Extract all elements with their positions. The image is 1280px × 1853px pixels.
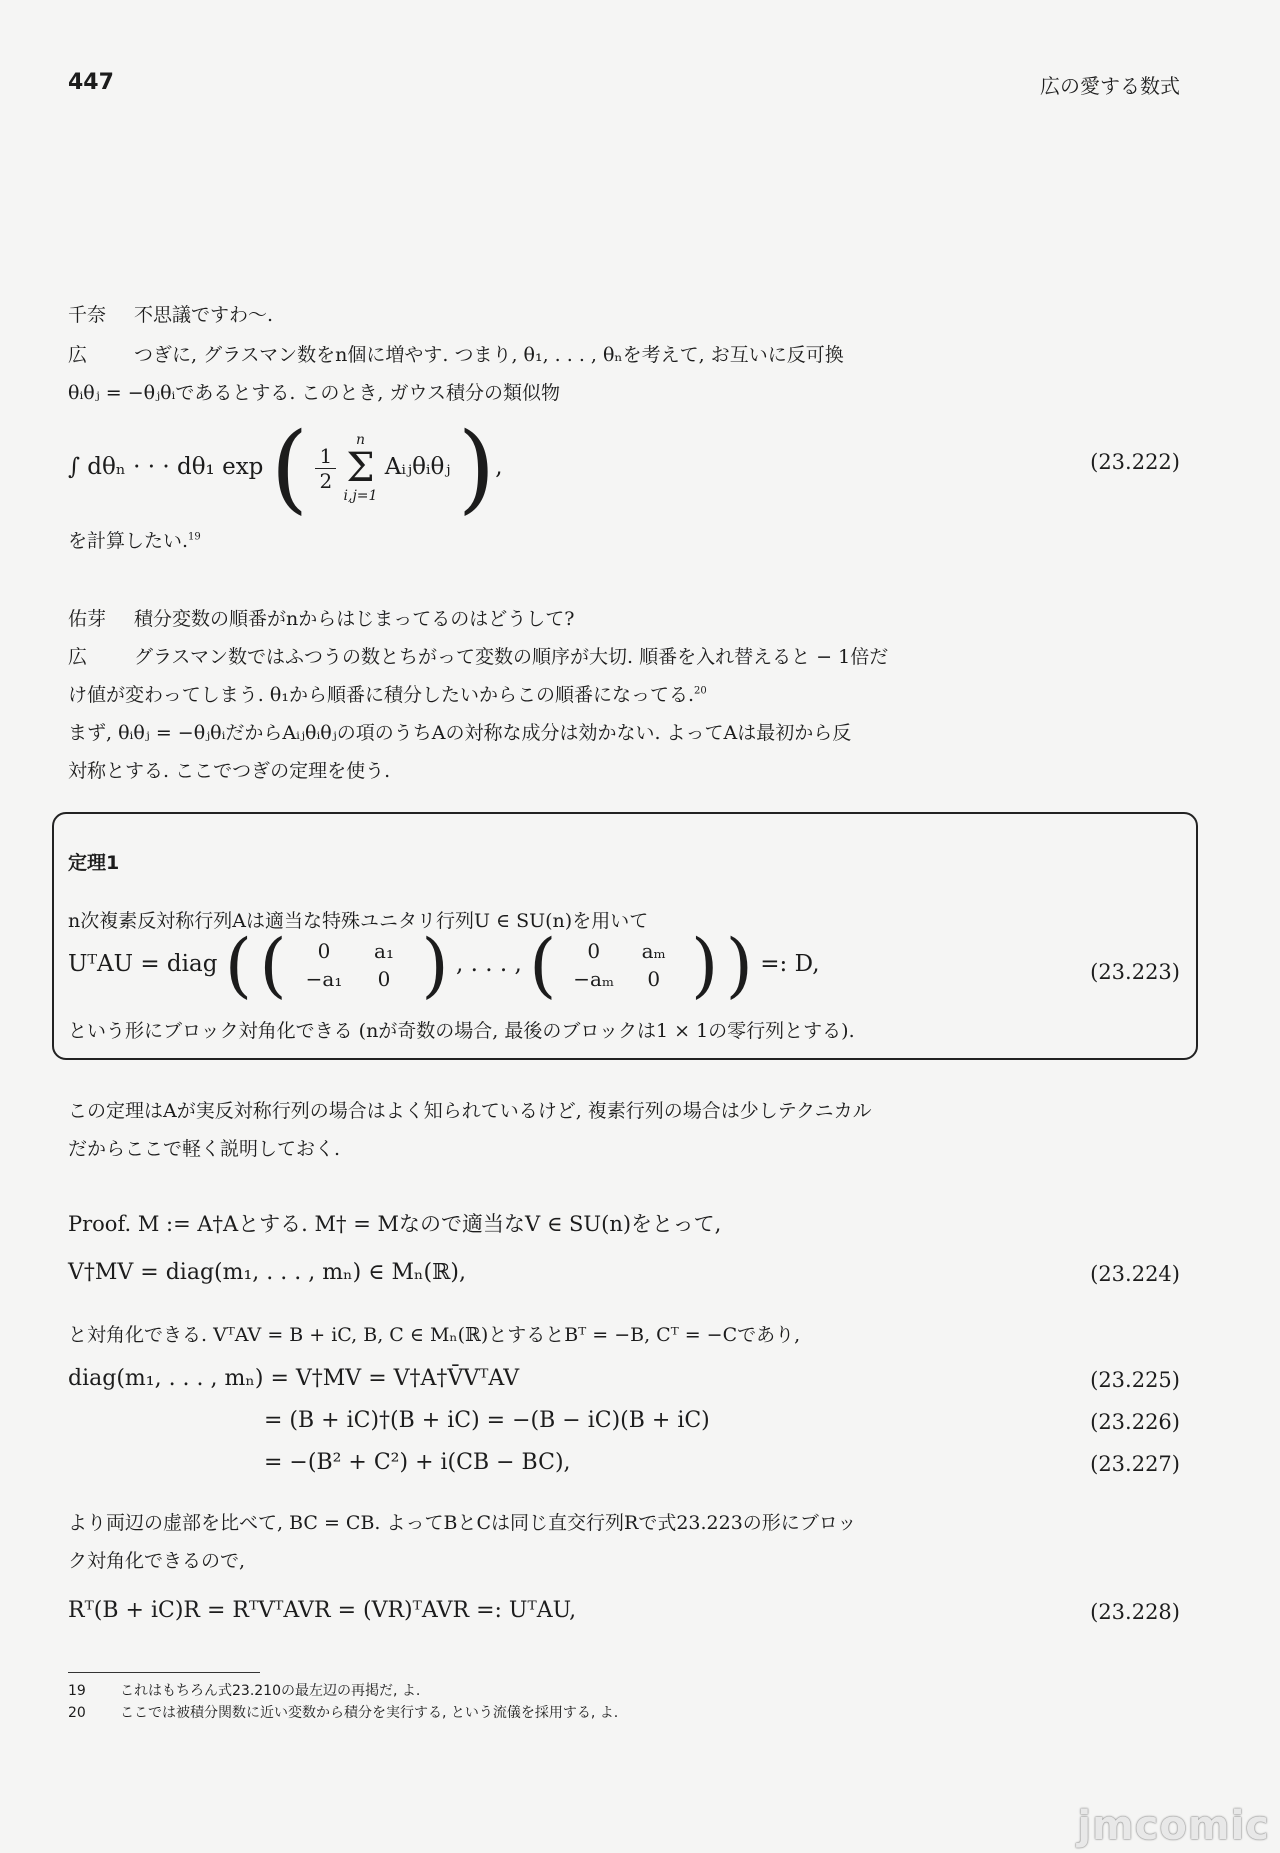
matrix-left-paren: ( <box>259 924 287 1006</box>
matrix-cell: 0 <box>377 967 391 991</box>
outer-left-paren: ( <box>224 924 253 1006</box>
paragraph-text: を計算したい. <box>68 530 189 552</box>
equation-number: (23.226) <box>1090 1410 1180 1434</box>
footnote-number: 19 <box>68 1683 86 1699</box>
eq-rhs: =: D, <box>760 951 820 977</box>
footnote-number: 20 <box>68 1705 86 1721</box>
equation-number: (23.228) <box>1090 1600 1180 1624</box>
paragraph-line: ク対角化できるので, <box>68 1550 246 1572</box>
paragraph-line: この定理はAが実反対称行列の場合はよく知られているけど, 複素行列の場合は少しテクニカル <box>68 1100 872 1122</box>
eq-suffix: , <box>495 454 503 480</box>
footnote <box>68 1680 420 1700</box>
matrix-left-paren: ( <box>529 924 557 1006</box>
speaker-name: 佑芽 <box>68 608 107 630</box>
equation-number: (23.225) <box>1090 1368 1180 1392</box>
eq-prefix: ∫ dθₙ · · · dθ₁ exp <box>68 454 264 480</box>
left-paren: ( <box>270 412 309 524</box>
equation-number: (23.227) <box>1090 1452 1180 1476</box>
equation-23-226: = (B + iC)†(B + iC) = −(B − iC)(B + iC) <box>264 1408 710 1433</box>
dialogue-line <box>68 340 844 367</box>
theorem-conclusion: という形にブロック対角化できる (nが奇数の場合, 最後のブロックは1 × 1の零行列とする). <box>68 1020 855 1042</box>
eq-body: Aᵢⱼθᵢθⱼ <box>384 454 451 480</box>
equation-number: (23.224) <box>1090 1262 1180 1286</box>
sum-lower: i,j=1 <box>343 488 378 504</box>
page-number: 447 <box>68 70 114 95</box>
dialogue-text: グラスマン数ではふつうの数とちがって変数の順序が大切. 順番を入れ替えると − 1倍だ <box>134 646 889 668</box>
equation-23-227: = −(B² + C²) + i(CB − BC), <box>264 1450 571 1475</box>
paragraph-line: と対角化できる. VᵀAV = B + iC, B, C ∈ Mₙ(ℝ)とするとBᵀ = −B, Cᵀ = −Cであり, <box>68 1324 801 1346</box>
equation-23-224: V†MV = diag(m₁, . . . , mₙ) ∈ Mₙ(ℝ), <box>68 1260 466 1285</box>
sigma-icon: Σ <box>346 445 375 491</box>
matrix-cell: 0 <box>647 967 661 991</box>
speaker-name: 千奈 <box>68 304 107 326</box>
footnote-marker: 20 <box>694 685 707 697</box>
footnote <box>68 1702 618 1722</box>
paragraph-line <box>68 680 707 707</box>
footnote-text: これはもちろん式23.210の最左辺の再掲だ, よ. <box>120 1683 421 1699</box>
paragraph-text: け値が変わってしまう. θ₁から順番に積分したいからこの順番になってる. <box>68 684 694 706</box>
matrix-block-1 <box>294 939 414 991</box>
watermark: jmcomic <box>1077 1803 1270 1849</box>
dialogue-line <box>68 300 273 327</box>
dialogue-line <box>68 604 574 631</box>
equation-23-225: diag(m₁, . . . , mₙ) = V†MV = V†A†V̄VᵀAV <box>68 1366 520 1391</box>
theorem-statement: n次複素反対称行列Aは適当な特殊ユニタリ行列U ∈ SU(n)を用いて <box>68 910 649 932</box>
equation-number: (23.222) <box>1090 450 1180 474</box>
equation-number: (23.223) <box>1090 960 1180 984</box>
eq-lhs: UᵀAU = diag <box>68 951 218 977</box>
theorem-title: 定理1 <box>68 852 120 874</box>
fraction-numerator: 1 <box>315 444 336 469</box>
dialogue-text: つぎに, グラスマン数をn個に増やす. つまり, θ₁, . . . , θₙを考えて, お互いに反可換 <box>134 344 844 366</box>
equation-23-228: Rᵀ(B + iC)R = RᵀVᵀAVR = (VR)ᵀAVR =: UᵀAU, <box>68 1598 577 1623</box>
matrix-cell: 0 <box>317 939 331 963</box>
speaker-name: 広 <box>68 646 88 668</box>
footnote-marker: 19 <box>188 531 201 543</box>
right-paren: ) <box>457 412 496 524</box>
matrix-right-paren: ) <box>421 924 449 1006</box>
footnote-rule <box>68 1672 260 1673</box>
matrix-cell: aₘ <box>641 939 666 963</box>
summation <box>344 432 378 504</box>
matrix-cell: −a₁ <box>305 967 343 991</box>
dialogue-text: 積分変数の順番がnからはじまってるのはどうして? <box>134 608 575 630</box>
fraction-denominator: 2 <box>319 468 333 493</box>
dialogue-text: 不思議ですわ〜. <box>134 304 274 326</box>
running-head: 広の愛する数式 <box>1040 74 1180 98</box>
matrix-cell: a₁ <box>374 939 394 963</box>
speaker-name: 広 <box>68 344 88 366</box>
paragraph-line: 対称とする. ここでつぎの定理を使う. <box>68 760 391 782</box>
fraction <box>315 444 336 493</box>
equation-23-223 <box>68 924 820 1006</box>
paragraph-line: より両辺の虚部を比べて, BC = CB. よってBとCは同じ直交行列Rで式23.223の形にブロッ <box>68 1512 857 1534</box>
sum-upper: n <box>355 432 365 448</box>
paragraph-line: だからここで軽く説明しておく. <box>68 1138 341 1160</box>
proof-intro: Proof. M := A†Aとする. M† = Mなので適当なV ∈ SU(n)をとって, <box>68 1212 722 1236</box>
footnote-text: ここでは被積分関数に近い変数から積分を実行する, という流儀を採用する, よ. <box>120 1705 619 1721</box>
paragraph-line: まず, θᵢθⱼ = −θⱼθᵢだからAᵢⱼθᵢθⱼの項のうちAの対称な成分は効かない. よってAは最初から反 <box>68 722 852 744</box>
matrix-cell: 0 <box>587 939 601 963</box>
paragraph-line <box>68 526 201 553</box>
matrix-cell: −aₘ <box>573 967 615 991</box>
matrix-right-paren: ) <box>691 924 719 1006</box>
paragraph-line: θᵢθⱼ = −θⱼθᵢであるとする. このとき, ガウス積分の類似物 <box>68 382 560 404</box>
equation-23-222 <box>68 412 503 524</box>
outer-right-paren: ) <box>725 924 753 1006</box>
dialogue-line <box>68 642 888 669</box>
ellipsis: , . . . , <box>455 951 522 977</box>
matrix-block-m <box>564 939 684 991</box>
